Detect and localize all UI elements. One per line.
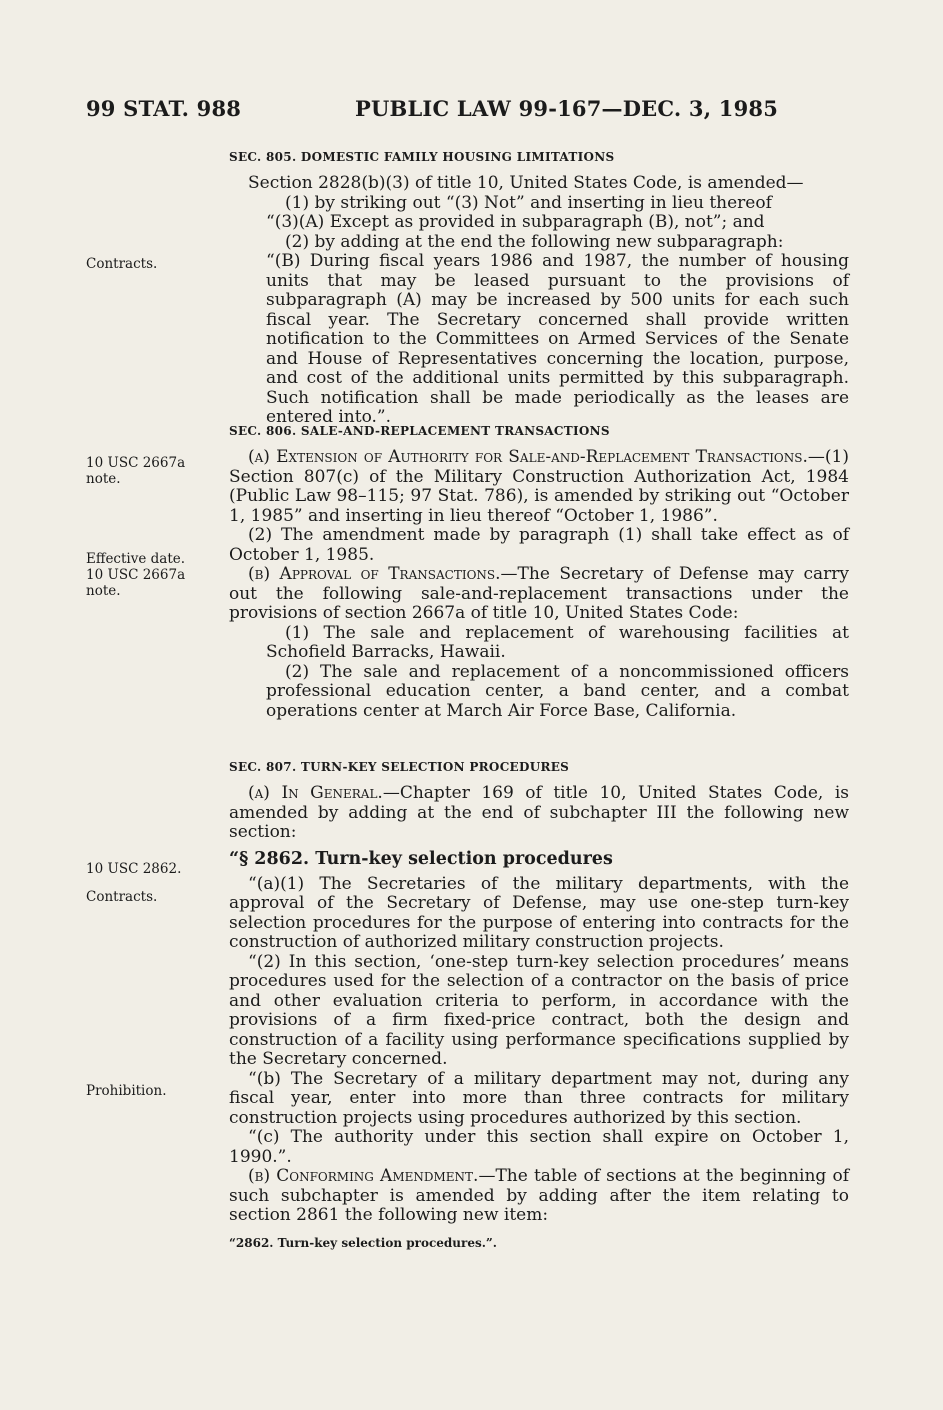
paragraph: “(3)(A) Except as provided in subparagraph (B), not”; and: [266, 212, 765, 232]
list-item: (1) The sale and replacement of warehousing facilities at Schofield Barracks, Hawaii.: [266, 622, 849, 662]
section-805: [229, 148, 849, 428]
new-section-title: “§ 2862. Turn-key selection procedures: [229, 848, 613, 869]
stat-reference: 99 STAT. 988: [86, 96, 242, 121]
paragraph: “(b) The Secretary of a military department may not, during any fiscal year, enter into more than three contracts for military construction projects using procedures authorized by this section.: [229, 1068, 849, 1128]
subsection-label: (b) Approval of Transactions.: [248, 564, 501, 584]
subsection-text: —The table of sections at the beginning of such subchapter is amended by adding after the item relating to section 2861 the following new item:: [229, 1166, 849, 1225]
margin-note-effective-date: Effective date. 10 USC 2667a note.: [86, 551, 186, 599]
margin-note-usc-2862: 10 USC 2862.: [86, 861, 182, 877]
subsection-text: —Chapter 169 of title 10, United States Code, is amended by adding at the end of subchapter III the following new section:: [229, 783, 849, 842]
table-of-sections-item: “2862. Turn-key selection procedures.”.: [229, 1235, 497, 1250]
paragraph: “(c) The authority under this section shall expire on October 1, 1990.”.: [229, 1127, 849, 1167]
section-806: [229, 422, 849, 721]
paragraph: [229, 565, 849, 624]
subsection-label: (a) Extension of Authority for Sale-and-Replacement Transactions.: [248, 447, 808, 467]
subsection-label: (b) Conforming Amendment.: [248, 1166, 479, 1186]
list-item: (2) The sale and replacement of a noncommissioned officers professional education center, a band center, and a combat operations center at March Air Force Base, California.: [266, 661, 849, 721]
paragraph: [229, 784, 849, 843]
margin-note-contracts: Contracts.: [86, 256, 158, 272]
subsection-text: —(1) Section 807(c) of the Military Construction Authorization Act, 1984 (Public Law 98–115; 97 Stat. 786), is amended by striking out “October 1, 1985” and inserting in lieu thereof “October 1, 1986”.: [229, 447, 849, 526]
subsection-text: —The Secretary of Defense may carry out the following sale-and-replacement transactions under the provisions of section 2667a of title 10, United States Code:: [229, 564, 849, 623]
paragraph: [229, 448, 849, 526]
section-807: [229, 758, 849, 1252]
margin-note-contracts-2: Contracts.: [86, 889, 158, 905]
margin-note-usc-2667a: 10 USC 2667a note.: [86, 455, 186, 487]
paragraph: (2) The amendment made by paragraph (1) shall take effect as of October 1, 1985.: [229, 525, 849, 565]
paragraph: [229, 1167, 849, 1226]
subsection-label: (a) In General.: [248, 783, 383, 803]
paragraph: (2) by adding at the end the following new subparagraph:: [285, 231, 784, 252]
section-heading: SEC. 805. DOMESTIC FAMILY HOUSING LIMITATIONS: [229, 150, 615, 164]
law-title: PUBLIC LAW 99-167—DEC. 3, 1985: [355, 96, 779, 121]
paragraph: (1) by striking out “(3) Not” and inserting in lieu thereof: [285, 192, 772, 213]
section-heading: SEC. 807. TURN-KEY SELECTION PROCEDURES: [229, 760, 570, 774]
page-header: [86, 96, 866, 130]
section-heading: SEC. 806. SALE-AND-REPLACEMENT TRANSACTIONS: [229, 424, 610, 438]
paragraph: “(2) In this section, ‘one-step turn-key selection procedures’ means procedures used for the selection of a contractor on the basis of price and other evaluation criteria to perform, in accordance with the provisions of a firm fixed-price contract, both the design and construction of a facility using performance specifications supplied by the Secretary concerned.: [229, 951, 849, 1069]
paragraph: “(a)(1) The Secretaries of the military departments, with the approval of the Secretary of Defense, may use one-step turn-key selection procedures for the purpose of entering into contracts for the construction of authorized military construction projects.: [229, 873, 849, 952]
margin-note-prohibition: Prohibition.: [86, 1083, 167, 1099]
quoted-subparagraph: “(B) During fiscal years 1986 and 1987, the number of housing units that may be leased pursuant to the provisions of subparagraph (A) may be increased by 500 units for each such fiscal year. The Secretary concerned shall provide written notification to the Committees on Armed Services of the Senate and House of Representatives concerning the location, purpose, and cost of the additional units permitted by this subparagraph. Such notification shall be made periodically as the leases are entered into.”.: [266, 251, 849, 427]
paragraph: Section 2828(b)(3) of title 10, United States Code, is amended—: [248, 173, 804, 193]
